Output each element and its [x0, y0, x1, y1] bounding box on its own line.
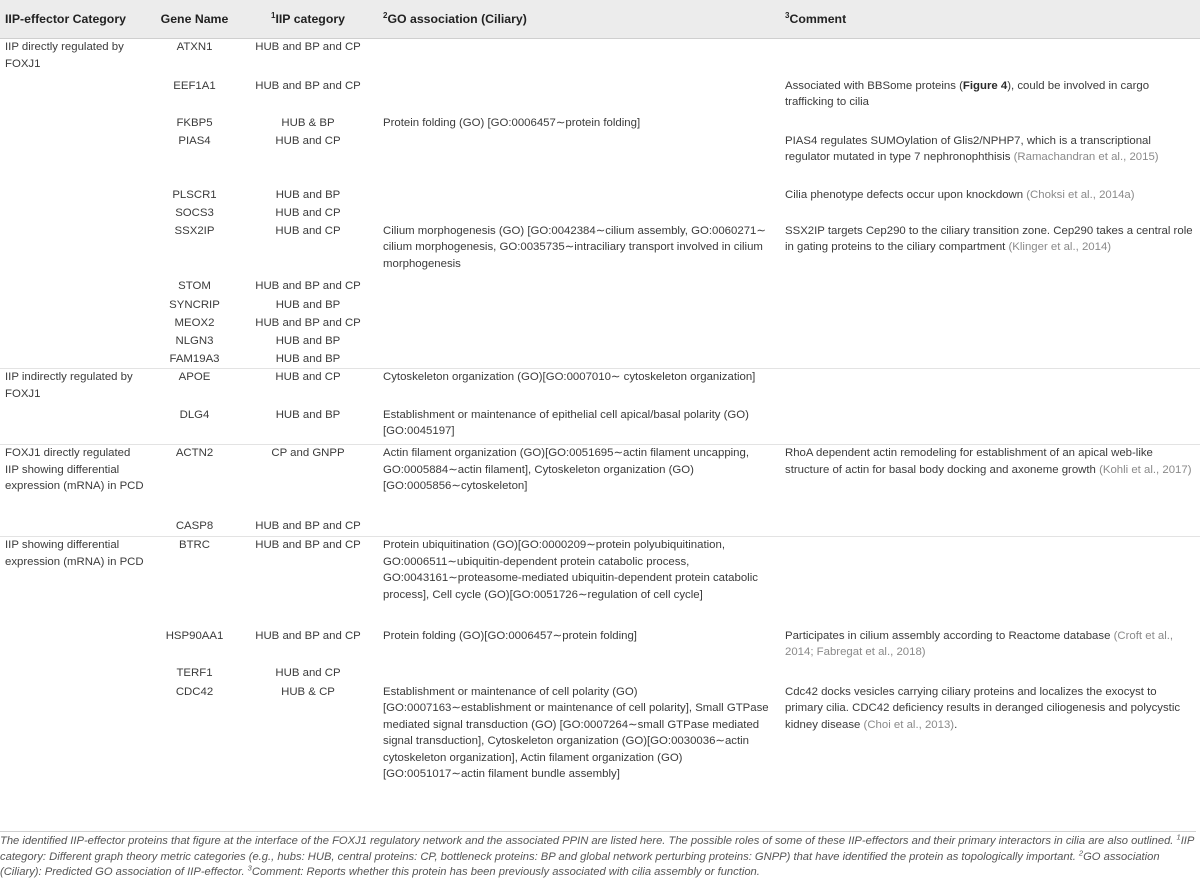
go-association-cell: Establishment or maintenance of cell polarity (GO)[GO:0007163∼establishment or maintenance of cell polarity], Small GTPase mediated signal transduction (GO) [GO:0007264∼small GTPase mediated signal transduction], Cytoskeleton organization (GO)[GO:0030036∼actin cytoskeleton organization], Actin filament organization (GO) [GO:0051017∼actin filament bundle assembly]	[383, 685, 769, 780]
category-cell	[0, 223, 151, 278]
comment-text: Cdc42 docks vesicles carrying ciliary proteins and localizes the exocyst to primary cilia. CDC42 deficiency results in deranged ciliogenesis and polycystic kidney disease	[785, 685, 1181, 731]
table-row	[0, 537, 1200, 628]
iip-category-cell: HUB and CP	[238, 369, 378, 407]
iip-category-cell: HUB & BP	[281, 116, 335, 129]
category-cell	[0, 628, 151, 665]
category-cell	[0, 78, 151, 115]
go-association-cell	[378, 205, 780, 223]
gene-name-cell: ACTN2	[151, 445, 238, 518]
comment-cell	[780, 133, 1200, 187]
iip-category-cell: CP and GNPP	[238, 445, 378, 518]
gene-name-cell: STOM	[178, 279, 211, 292]
comment-cell	[780, 39, 1200, 78]
comment-cell	[780, 407, 1200, 445]
go-association-cell	[378, 133, 780, 187]
go-association-cell	[378, 39, 780, 78]
table-row	[0, 205, 1200, 223]
go-association-cell: Protein folding (GO) [GO:0006457∼protein folding]	[383, 116, 641, 129]
table-row	[0, 187, 1200, 205]
comment-cell	[780, 665, 1200, 684]
category-cell	[0, 665, 151, 684]
table-row	[0, 351, 1200, 369]
table-row	[0, 39, 1200, 78]
citation-link[interactable]: (Klinger et al., 2014)	[1008, 241, 1112, 253]
gene-name-cell: APOE	[151, 369, 238, 407]
comment-cell	[780, 315, 1200, 333]
comment-text: RhoA dependent actin remodeling for establishment of an apical web-like structure of actin for basal body docking and axoneme growth	[785, 447, 1153, 476]
gene-name-cell: BTRC	[151, 537, 238, 628]
table-row	[0, 369, 1200, 407]
comment-cell	[780, 537, 1200, 628]
table-row	[0, 278, 1200, 297]
iip-category-cell: HUB and CP	[275, 224, 341, 237]
gene-name-cell: NLGN3	[175, 334, 214, 347]
comment-cell	[780, 297, 1200, 315]
category-cell	[0, 205, 151, 223]
go-association-cell: Protein folding (GO)[GO:0006457∼protein folding]	[383, 629, 637, 642]
iip-category-cell: HUB and BP and CP	[255, 519, 361, 532]
iip-category-cell: HUB and BP and CP	[255, 279, 361, 292]
header-iip-category: $^1$IIP category	[238, 0, 378, 39]
citation-link[interactable]: (Kohli et al., 2017)	[1099, 463, 1192, 476]
go-association-cell	[378, 278, 780, 297]
category-cell	[0, 407, 151, 445]
go-association-cell	[378, 297, 780, 315]
table-row	[0, 133, 1200, 187]
table-row	[0, 115, 1200, 133]
category-cell	[0, 115, 151, 133]
category-cell: IIP indirectly regulated by FOXJ1	[0, 369, 151, 407]
gene-name-cell: TERF1	[176, 666, 213, 679]
category-cell	[0, 297, 151, 315]
iip-category-cell: HUB and BP	[275, 408, 341, 421]
gene-name-cell: PLSCR1	[172, 188, 217, 201]
category-cell	[0, 187, 151, 205]
header-comment: $^3$Comment	[780, 0, 1200, 39]
comment-text: Cilia phenotype defects occur upon knockdown	[785, 188, 1027, 201]
gene-name-cell: ATXN1	[151, 39, 238, 78]
table-body	[0, 39, 1200, 792]
go-association-cell	[378, 333, 780, 351]
gene-name-cell: SSX2IP	[174, 224, 215, 237]
category-cell	[0, 684, 151, 792]
gene-name-cell: DLG4	[179, 408, 210, 421]
header-go-association: $^2$GO association (Ciliary)	[378, 0, 780, 39]
go-association-cell: Protein ubiquitination (GO)[GO:0000209∼protein polyubiquitination, GO:0006511∼ubiquitin-dependent protein catabolic process, GO:0043161∼proteasome-mediated ubiquitin-dependent protein catabolic process], Cell cycle (GO)[GO:0051726∼regulation of cell cycle]	[378, 537, 780, 628]
comment-cell	[780, 115, 1200, 133]
go-association-cell	[378, 351, 780, 369]
comment-cell	[780, 684, 1200, 792]
iip-category-cell: HUB and BP and CP	[238, 537, 378, 628]
comment-text: PIAS4 regulates SUMOylation of Glis2/NPHP7, which is a transcriptional regulator mutated in type 7 nephronophthisis	[785, 134, 1151, 163]
citation-link[interactable]: (Choksi et al., 2014a)	[1026, 188, 1135, 201]
table-row	[0, 333, 1200, 351]
category-cell	[0, 351, 151, 369]
table-row	[0, 684, 1200, 792]
table-row	[0, 315, 1200, 333]
table-row	[0, 407, 1200, 445]
iip-category-cell: HUB and BP and CP	[238, 39, 378, 78]
comment-cell	[780, 445, 1200, 518]
table-row	[0, 223, 1200, 278]
comment-cell	[780, 278, 1200, 297]
iip-category-cell: HUB and CP	[275, 134, 341, 147]
comment-text: SSX2IP targets Cep290 to the ciliary transition zone. Cep290 takes a central role in gating proteins to the ciliary compartment	[785, 224, 1193, 253]
header-gene-name: Gene Name	[151, 0, 238, 39]
comment-cell	[780, 205, 1200, 223]
category-cell	[0, 315, 151, 333]
comment-cell	[780, 187, 1200, 205]
iip-category-cell: HUB and CP	[275, 666, 341, 679]
go-association-cell	[378, 665, 780, 684]
go-association-cell	[378, 518, 780, 537]
gene-name-cell: CASP8	[175, 519, 214, 532]
iip-category-cell: HUB and BP	[275, 188, 341, 201]
comment-text: .	[954, 718, 958, 731]
gene-name-cell: SYNCRIP	[169, 298, 220, 311]
table-header-row	[0, 0, 1200, 39]
comment-cell	[780, 518, 1200, 537]
gene-name-cell: EEF1A1	[173, 79, 216, 92]
comment-cell	[780, 78, 1200, 115]
table-row	[0, 297, 1200, 315]
go-association-cell: Cytoskeleton organization (GO)[GO:0007010∼ cytoskeleton organization]	[378, 369, 780, 407]
category-cell: IIP showing differential expression (mRNA) in PCD	[0, 537, 151, 628]
category-cell	[0, 518, 151, 537]
iip-category-cell: HUB & CP	[281, 685, 335, 698]
gene-name-cell: CDC42	[175, 685, 214, 698]
comment-cell	[780, 223, 1200, 278]
comment-text: Participates in cilium assembly according to Reactome database	[785, 629, 1114, 642]
go-association-cell: Cilium morphogenesis (GO) [GO:0042384∼cilium assembly, GO:0060271∼ cilium morphogenesis, GO:0035735∼intraciliary transport involved in cilium morphogenesis	[383, 224, 766, 270]
header-category: IIP-effector Category	[0, 0, 151, 39]
figure-reference: Figure 4	[962, 79, 1008, 92]
category-cell	[0, 333, 151, 351]
category-cell	[0, 278, 151, 297]
iip-category-cell: HUB and BP and CP	[255, 316, 361, 329]
comment-text: ), could be involved in cargo trafficking to cilia	[785, 79, 1150, 108]
gene-name-cell: MEOX2	[174, 316, 215, 329]
iip-category-cell: HUB and BP and CP	[255, 79, 361, 92]
gene-name-cell: FKBP5	[176, 116, 213, 129]
citation-link[interactable]: (Choi et al., 2013)	[863, 718, 955, 731]
iip-category-cell: HUB and BP	[275, 298, 341, 311]
gene-name-cell: FAM19A3	[169, 352, 220, 365]
go-association-cell	[378, 315, 780, 333]
table-caption: The identified IIP-effector proteins that figure at the interface of the FOXJ1 regulatory network and the associated PPIN are listed here. The possible roles of some of these IIP-effectors and their primary interactors in cilia are also outlined. $^1$IIP category: Different graph theory metric categories (e.g., hubs: HUB, central proteins: CP, bottleneck proteins: BP and global network perturbing proteins: GNPP) that have identified the protein as topologically important. $^2$GO association (Ciliary): Predicted GO association of IIP-effector. $^3$Comment: Reports whether this protein has been previously associated with cilia assembly or function.	[0, 831, 1196, 881]
category-cell: FOXJ1 directly regulated IIP showing differential expression (mRNA) in PCD	[0, 445, 151, 518]
category-cell	[0, 133, 151, 187]
table-row	[0, 518, 1200, 537]
gene-name-cell: PIAS4	[178, 134, 211, 147]
iip-category-cell: HUB and BP	[275, 352, 341, 365]
iip-category-cell: HUB and CP	[275, 206, 341, 219]
gene-name-cell: HSP90AA1	[165, 629, 224, 642]
table-row	[0, 665, 1200, 684]
table-row	[0, 445, 1200, 518]
table-row	[0, 78, 1200, 115]
citation-link[interactable]: (Croft et al., 2014; Fabregat et al., 2018)	[785, 629, 1174, 658]
go-association-cell: Actin filament organization (GO)[GO:0051695∼actin filament uncapping, GO:0005884∼actin filament], Cytoskeleton organization (GO) [GO:0005856∼cytoskeleton]	[378, 445, 780, 518]
go-association-cell	[378, 187, 780, 205]
category-cell: IIP directly regulated by FOXJ1	[0, 39, 151, 78]
iip-category-cell: HUB and BP	[275, 334, 341, 347]
iip-category-cell: HUB and BP and CP	[255, 629, 361, 642]
citation-link[interactable]: (Ramachandran et al., 2015)	[1013, 151, 1159, 163]
go-association-cell	[378, 78, 780, 115]
go-association-cell: Establishment or maintenance of epithelial cell apical/basal polarity (GO) [GO:0045197]	[383, 408, 749, 437]
comment-cell	[780, 333, 1200, 351]
gene-name-cell: SOCS3	[175, 206, 214, 219]
comment-cell	[780, 628, 1200, 665]
comment-text: Associated with BBSome proteins (	[785, 79, 963, 92]
comment-cell	[780, 351, 1200, 369]
table-row	[0, 628, 1200, 665]
comment-cell	[780, 369, 1200, 407]
